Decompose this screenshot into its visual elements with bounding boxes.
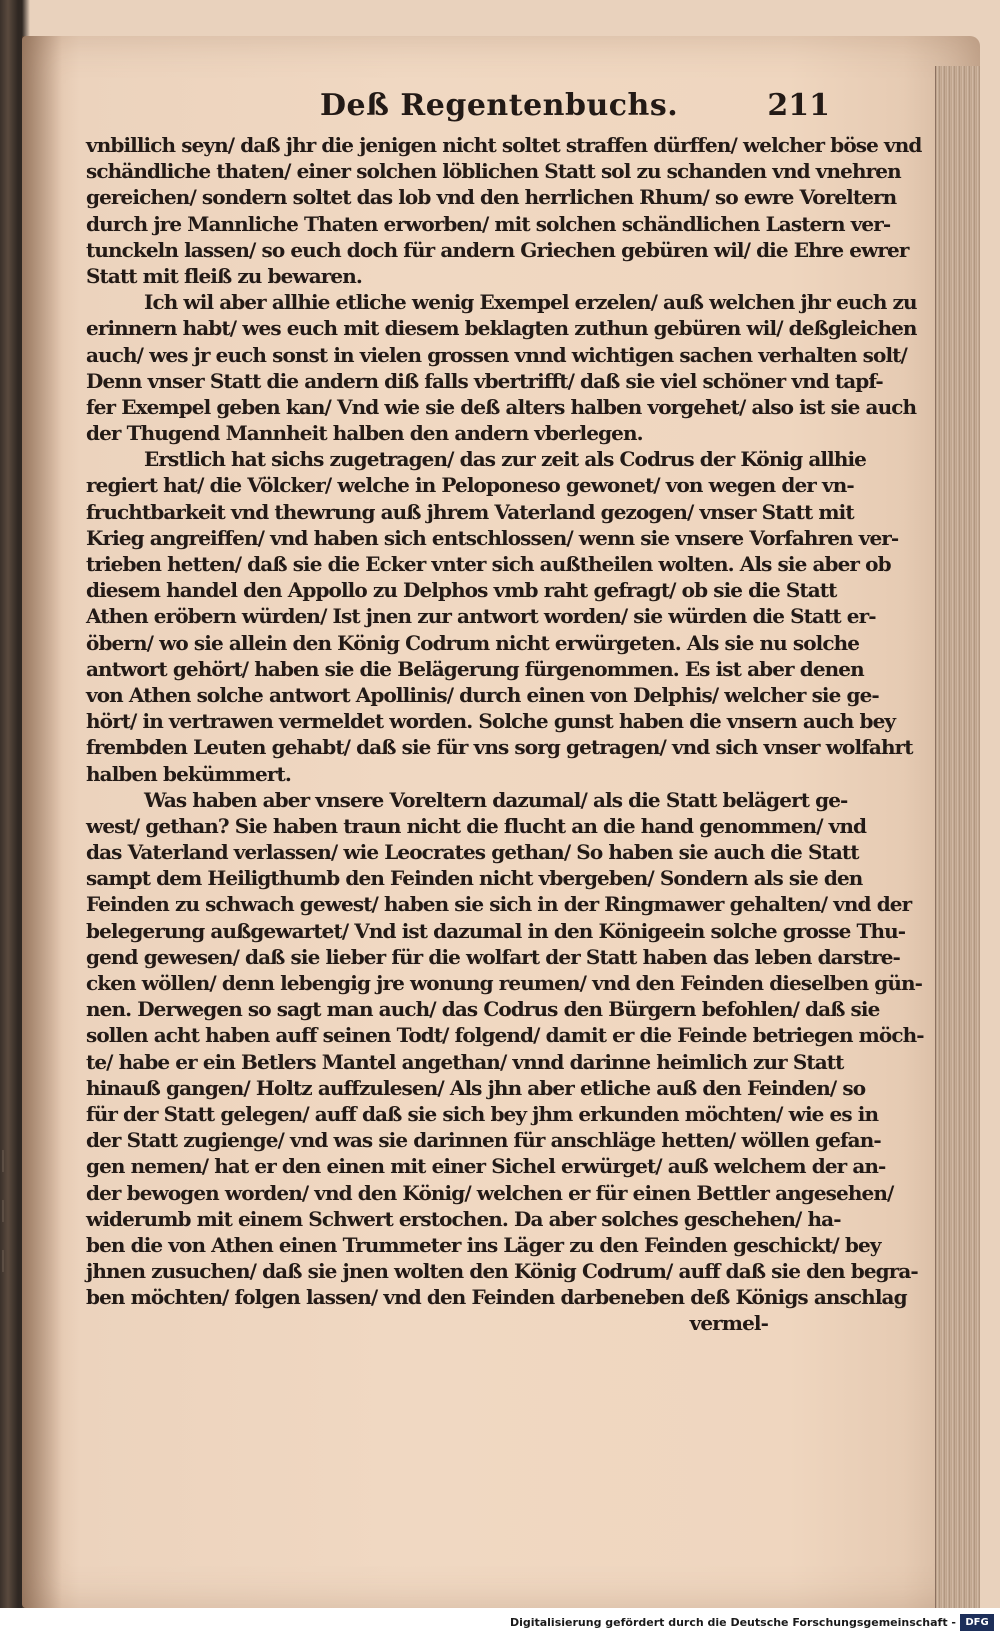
running-head: Deß Regentenbuchs. <box>320 88 679 123</box>
text-line: durch jre Mannliche Thaten erworben/ mit solchen schändlichen Lastern ver- <box>86 211 891 236</box>
text-line: erinnern habt/ wes euch mit diesem beklagten zuthun gebüren wil/ deßgleichen <box>86 316 917 341</box>
text-line: halben bekümmert. <box>86 761 291 786</box>
margin-mark <box>2 1200 4 1222</box>
text-line: belegerung außgewartet/ Vnd ist dazumal in den Königeein solche grosse Thu- <box>86 918 906 943</box>
text-line: gend gewesen/ daß sie lieber für die wolfart der Statt haben das leben darstre- <box>86 944 900 969</box>
text-line: vnbillich seyn/ daß jhr die jenigen nicht soltet straffen dürffen/ welcher böse vnd <box>86 133 922 157</box>
text-line: hinauß gangen/ Holtz auffzulesen/ Als jhn aber etliche auß den Feinden/ so <box>86 1075 866 1100</box>
text-line: hört/ in vertrawen vermeldet worden. Solche gunst haben die vnsern auch bey <box>86 709 896 734</box>
text-line: Statt mit fleiß zu bewaren. <box>86 263 362 288</box>
text-line: diesem handel den Appollo zu Delphos vmb raht gefragt/ ob sie die Statt <box>86 578 837 603</box>
text-line: sollen acht haben auff seinen Todt/ folgend/ damit er die Feinde betriegen möch- <box>86 1023 924 1048</box>
page-header <box>300 88 840 128</box>
text-line: widerumb mit einem Schwert erstochen. Da aber solches geschehen/ ha- <box>86 1206 841 1231</box>
text-line: fruchtbarkeit vnd thewrung auß jhrem Vaterland gezogen/ vnser Statt mit <box>86 499 854 524</box>
text-line: der Thugend Mannheit halben den andern vberlegen. <box>86 421 643 446</box>
text-line: jhnen zusuchen/ daß sie jnen wolten den König Codrum/ auff daß sie den begra- <box>86 1259 918 1284</box>
text-line: Erstlich hat sichs zugetragen/ das zur zeit als Codrus der König allhie <box>144 447 866 472</box>
text-line: trieben hetten/ daß sie die Ecker vnter sich außtheilen wolten. Als sie aber ob <box>86 552 891 576</box>
text-line: antwort gehört/ haben sie die Belägerung fürgenommen. Es ist aber denen <box>86 656 864 681</box>
dfg-logo-icon: DFG <box>960 1614 994 1631</box>
text-line: auch/ wes jr euch sonst in vielen grossen vnnd wichtigen sachen verhalten solt/ <box>86 342 907 367</box>
digitization-footer <box>0 1608 1000 1635</box>
text-line: Was haben aber vnsere Voreltern dazumal/ als die Statt belägert ge- <box>144 787 848 812</box>
text-line: nen. Derwegen so sagt man auch/ das Codrus den Bürgern befohlen/ daß sie <box>86 997 880 1022</box>
text-line: regiert hat/ die Völcker/ welche in Peloponeso gewonet/ von wegen der vn- <box>86 473 854 498</box>
text-line: öbern/ wo sie allein den König Codrum nicht erwürgeten. Als sie nu solche <box>86 630 860 655</box>
text-line: ben die von Athen einen Trummeter ins Läger zu den Feinden geschickt/ bey <box>86 1232 881 1257</box>
text-line: west/ gethan? Sie haben traun nicht die flucht an die hand genommen/ vnd <box>86 813 867 838</box>
text-line: te/ habe er ein Betlers Mantel angethan/ vnnd darinne heimlich zur Statt <box>86 1049 844 1074</box>
text-line: Athen eröbern würden/ Ist jnen zur antwort worden/ sie würden die Statt er- <box>86 604 876 629</box>
text-line: der bewogen worden/ vnd den König/ welchen er für einen Bettler angesehen/ <box>86 1180 894 1205</box>
text-line: der Statt zugienge/ vnd was sie darinnen für anschläge hetten/ wöllen gefan- <box>86 1128 881 1153</box>
page-number: 211 <box>767 88 830 123</box>
text-line: gen nemen/ hat er den einen mit einer Sichel erwürget/ auß welchem der an- <box>86 1154 886 1179</box>
text-line: von Athen solche antwort Apollinis/ durch einen von Delphis/ welcher sie ge- <box>86 682 879 707</box>
text-line: Feinden zu schwach gewest/ haben sie sich in der Ringmawer gehalten/ vnd der <box>86 892 912 917</box>
text-line: Krieg angreiffen/ vnd haben sich entschlossen/ wenn sie vnsere Vorfahren ver- <box>86 525 899 550</box>
text-line: Denn vnser Statt die andern diß falls vbertrifft/ daß sie viel schöner vnd tapf- <box>86 368 883 393</box>
page-fore-edge <box>935 66 980 1626</box>
text-line: fer Exempel geben kan/ Vnd wie sie deß alters halben vorgehet/ also ist sie auch <box>86 394 917 419</box>
text-line: tunckeln lassen/ so euch doch für andern Griechen gebüren wil/ die Ehre ewrer <box>86 237 909 262</box>
text-line: sampt dem Heiligthumb den Feinden nicht vbergeben/ Sondern als sie den <box>86 866 863 891</box>
margin-mark <box>2 1150 4 1172</box>
text-line: gereichen/ sondern soltet das lob vnd den herrlichen Rhum/ so ewre Voreltern <box>86 185 897 210</box>
text-line: frembden Leuten gehabt/ daß sie für vns sorg getragen/ vnd sich vnser wolfahrt <box>86 735 913 760</box>
text-line: ben möchten/ folgen lassen/ vnd den Feinden darbeneben deß Königs anschlag <box>86 1285 907 1310</box>
margin-mark <box>2 1250 4 1272</box>
catchword: vermel- <box>689 1311 768 1336</box>
footer-credit: Digitalisierung gefördert durch die Deutsche Forschungsgemeinschaft - <box>509 1616 956 1629</box>
text-line: für der Statt gelegen/ auff daß sie sich bey jhm erkunden möchten/ wie es in <box>86 1101 879 1126</box>
text-line: das Vaterland verlassen/ wie Leocrates gethan/ So haben sie auch die Statt <box>86 840 859 865</box>
text-line: cken wöllen/ denn lebengig jre wonung reumen/ vnd den Feinden dieselben gün- <box>86 971 923 995</box>
body-text <box>86 132 924 1337</box>
binding-gutter <box>22 36 62 1608</box>
text-line: Ich wil aber allhie etliche wenig Exempel erzelen/ auß welchen jhr euch zu <box>144 290 917 315</box>
text-line: schändliche thaten/ einer solchen löblichen Statt sol zu schanden vnd vnehren <box>86 159 901 184</box>
